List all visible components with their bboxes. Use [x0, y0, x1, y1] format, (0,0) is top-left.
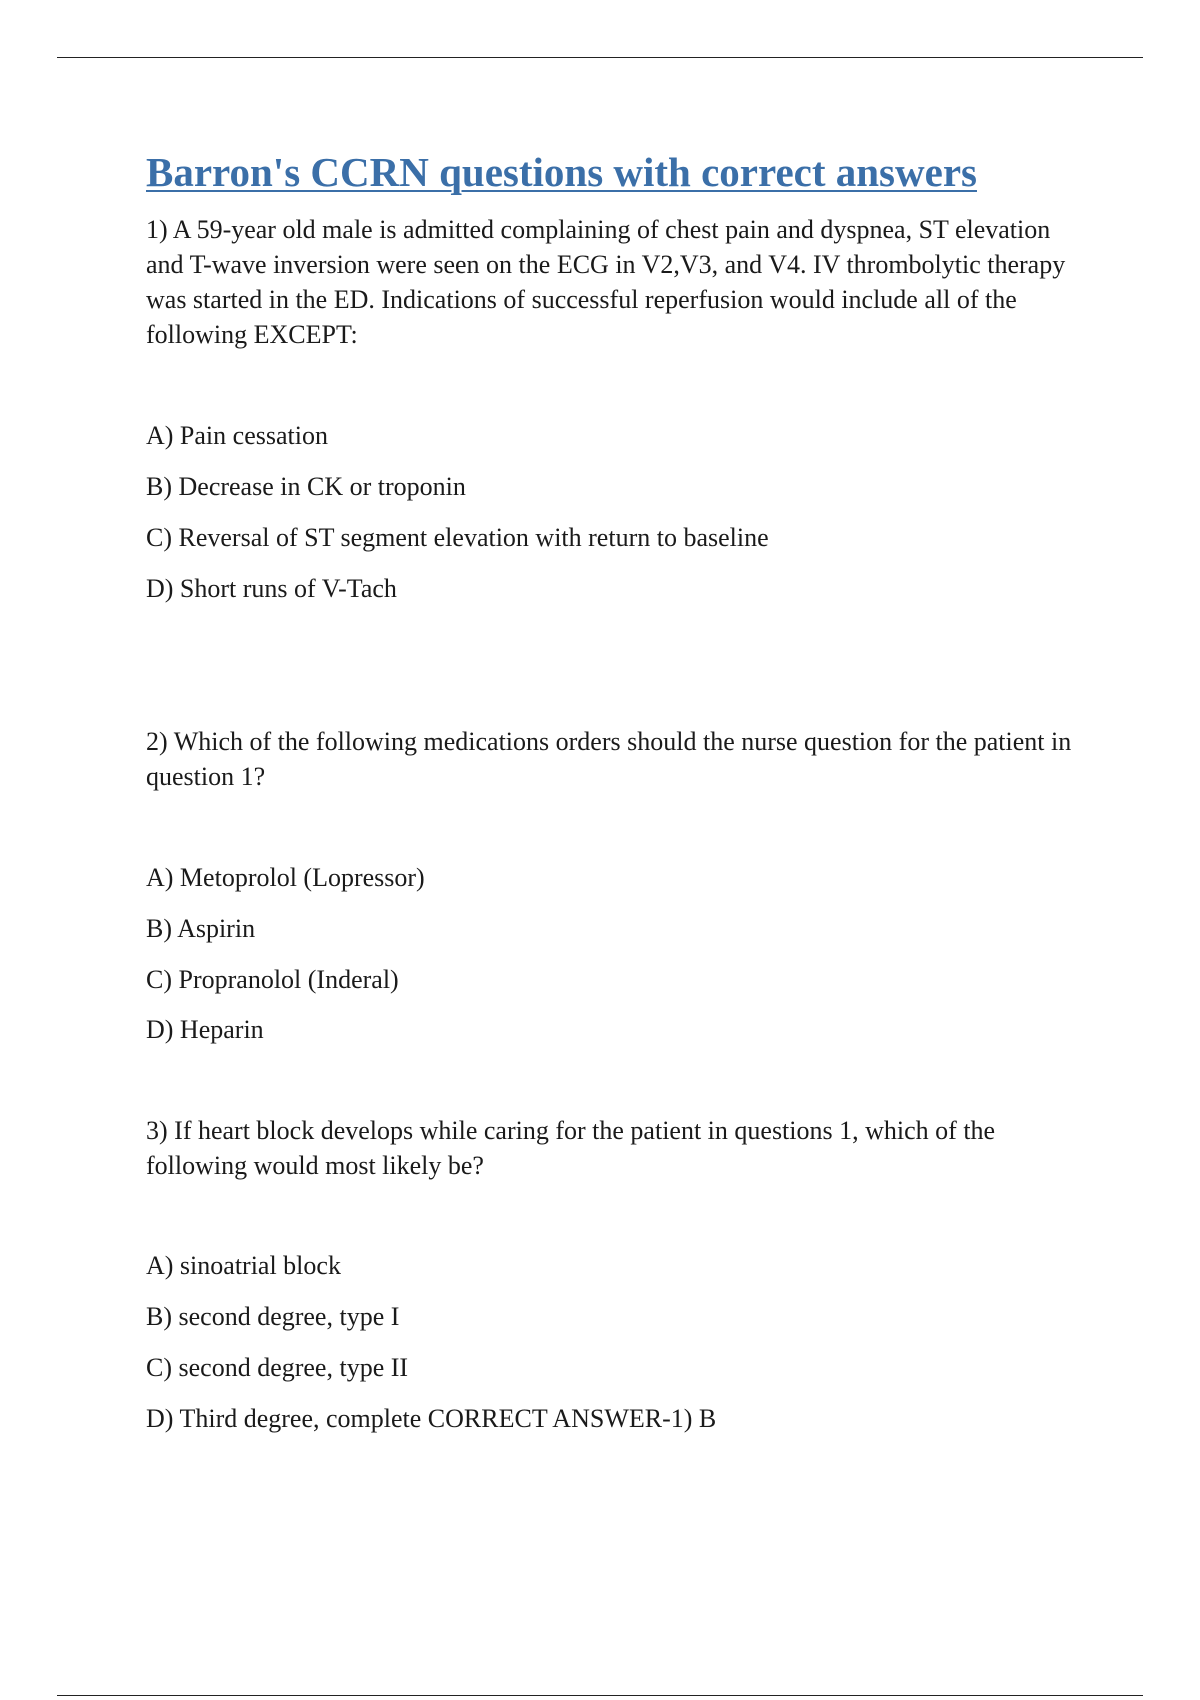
question-3-option-a: A) sinoatrial block: [146, 1251, 341, 1280]
document-title: Barron's CCRN questions with correct answers: [146, 149, 977, 195]
question-3-text: 3) If heart block develops while caring for the patient in questions 1, which of the following would most likely be?: [146, 1116, 996, 1180]
question-2-option-b: B) Aspirin: [146, 914, 256, 943]
top-rule: [57, 57, 1143, 58]
question-2-option-c: C) Propranolol (Inderal): [146, 965, 399, 994]
document-body: [146, 148, 1086, 1436]
question-3: [146, 1113, 1086, 1436]
bottom-rule: [57, 1695, 1143, 1696]
question-2-option-d: D) Heparin: [146, 1015, 264, 1044]
question-1-option-a: A) Pain cessation: [146, 421, 328, 450]
question-3-option-b: B) second degree, type I: [146, 1302, 400, 1331]
question-1-text: 1) A 59-year old male is admitted complaining of chest pain and dyspnea, ST elevation and T-wave inversion were seen on the ECG in V2,V3, and V4. IV thrombolytic therapy was started in the ED. Indications of successful reperfusion would include all of the following EXCEPT:: [146, 215, 1066, 349]
question-2-text: 2) Which of the following medications orders should the nurse question for the patient in question 1?: [146, 727, 1072, 791]
question-1-option-d: D) Short runs of V-Tach: [146, 574, 397, 603]
question-1: [146, 212, 1086, 606]
question-3-option-c: C) second degree, type II: [146, 1353, 409, 1382]
question-1-option-c: C) Reversal of ST segment elevation with return to baseline: [146, 523, 769, 552]
question-3-option-d: D) Third degree, complete CORRECT ANSWER-1) B: [146, 1404, 717, 1433]
question-2-option-a: A) Metoprolol (Lopressor): [146, 863, 425, 892]
question-1-option-b: B) Decrease in CK or troponin: [146, 472, 466, 501]
question-2: [146, 724, 1086, 1047]
